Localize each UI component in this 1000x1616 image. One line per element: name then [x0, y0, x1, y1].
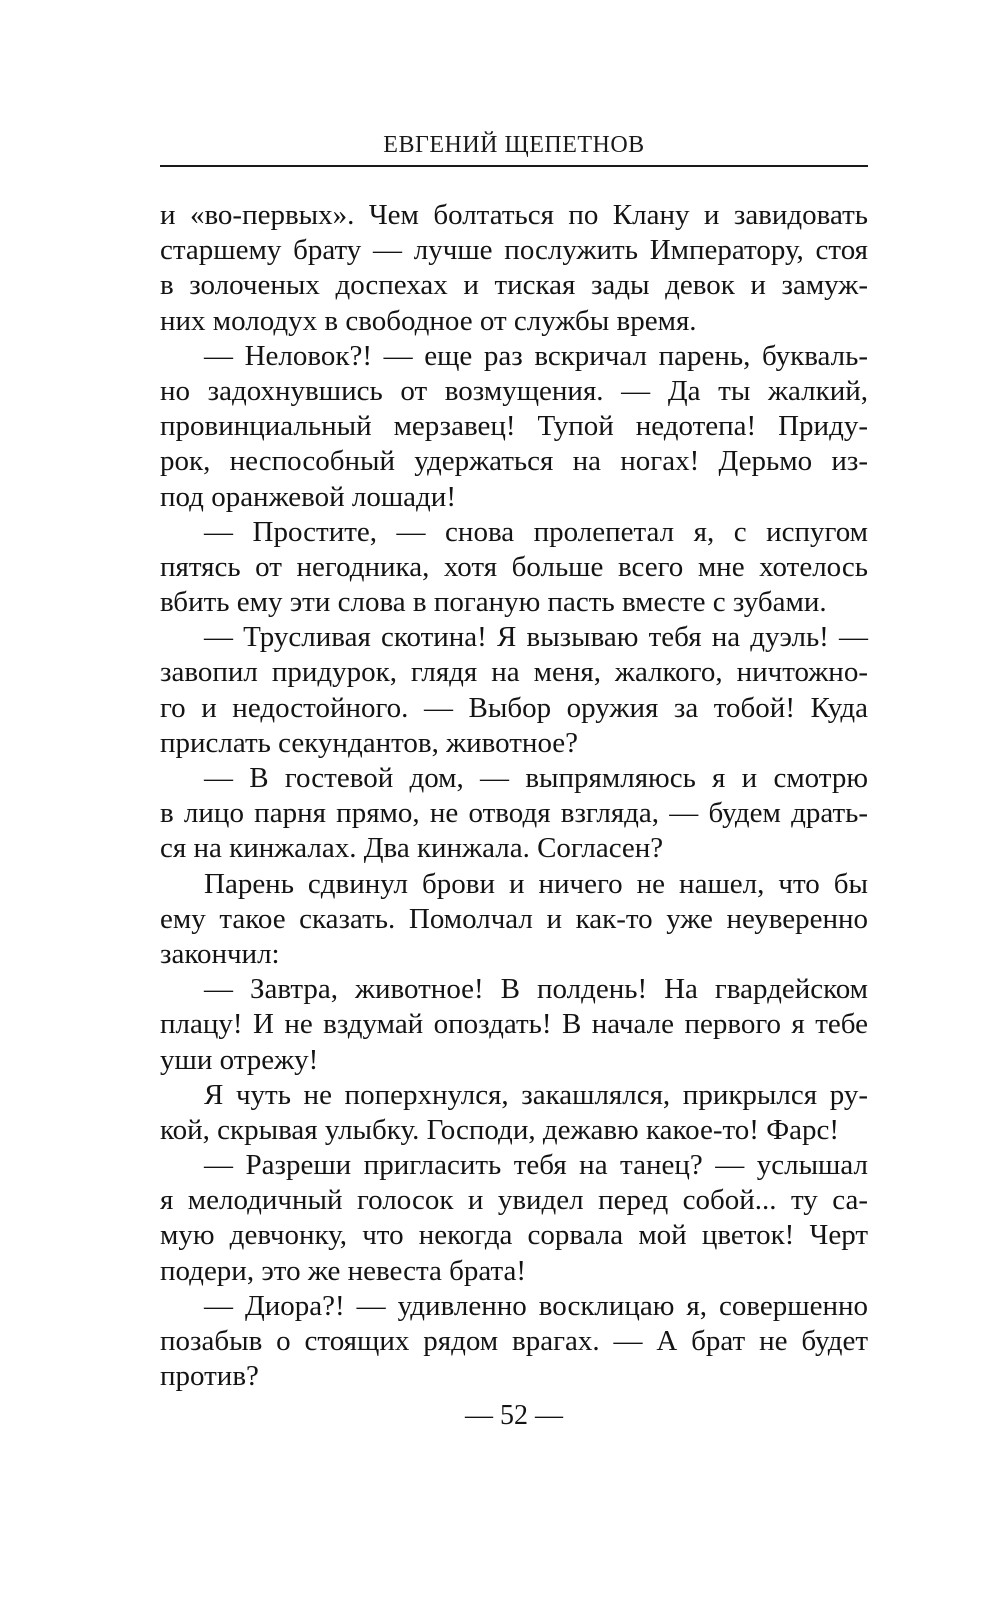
- text-line: [160, 1043, 868, 1078]
- text-line-content: закончил:: [160, 937, 280, 970]
- text-line: [160, 1218, 868, 1253]
- text-line-content: под оранжевой лошади!: [160, 480, 456, 513]
- text-line-content: провинциальный мерзавец! Тупой недотепа! Приду-: [160, 410, 868, 443]
- text-line-content: мую девчонку, что некогда сорвала мой цветок! Черт: [160, 1219, 868, 1252]
- text-line-content: но задохнувшись от возмущения. — Да ты жалкий,: [160, 374, 868, 407]
- text-line-content: Парень сдвинул брови и ничего не нашел, что бы: [204, 867, 868, 900]
- text-line-content: вбить ему эти слова в поганую пасть вместе с зубами.: [160, 586, 827, 619]
- text-line: [160, 620, 868, 655]
- text-line-content: прислать секундантов, животное?: [160, 726, 579, 759]
- text-line: [160, 937, 868, 972]
- text-line-content: них молодух в свободное от службы время.: [160, 304, 697, 337]
- text-line: [160, 1183, 868, 1218]
- text-line: [160, 1324, 868, 1359]
- text-line: [160, 304, 868, 339]
- text-line: [160, 1289, 868, 1324]
- text-line: [160, 1359, 868, 1394]
- text-line: [160, 374, 868, 409]
- text-line-content: пятясь от негодника, хотя больше всего мне хотелось: [160, 550, 868, 583]
- text-line: [160, 831, 868, 866]
- text-line-content: завопил придурок, глядя на меня, жалкого, ничтожно-: [160, 656, 868, 689]
- text-line: [160, 1007, 868, 1042]
- text-line: [160, 198, 868, 233]
- text-line: [160, 268, 868, 303]
- text-line: [160, 444, 868, 479]
- text-line: [160, 339, 868, 374]
- text-line: [160, 515, 868, 550]
- running-head-author: ЕВГЕНИЙ ЩЕПЕТНОВ: [383, 132, 645, 158]
- text-line: [160, 972, 868, 1007]
- text-line: [160, 1078, 868, 1113]
- text-line-content: рок, неспособный удержаться на ногах! Дерьмо из-: [160, 445, 868, 478]
- text-line-content: кой, скрывая улыбку. Господи, дежавю какое-то! Фарс!: [160, 1113, 840, 1146]
- text-line-content: против?: [160, 1360, 259, 1393]
- text-line: [160, 1113, 868, 1148]
- body-text: [160, 198, 868, 1394]
- text-line-content: в золоченых доспехах и тиская зады девок и замуж-: [160, 269, 868, 302]
- text-line: [160, 761, 868, 796]
- text-line-content: Я чуть не поперхнулся, закашлялся, прикрылся ру-: [204, 1078, 868, 1111]
- text-line: [160, 585, 868, 620]
- text-line-content: подери, это же невеста брата!: [160, 1254, 527, 1287]
- text-line-content: и «во-первых». Чем болтаться по Клану и завидовать: [160, 199, 868, 231]
- text-line-content: ся на кинжалах. Два кинжала. Согласен?: [160, 832, 664, 865]
- page-number: — 52 —: [465, 1400, 563, 1431]
- text-line-content: — Простите, — снова пролепетал я, с испугом: [204, 515, 868, 548]
- text-line: [160, 867, 868, 902]
- text-line-content: я мелодичный голосок и увидел перед собой... ту са-: [160, 1184, 868, 1217]
- text-line-content: — Диора?! — удивленно восклицаю я, совершенно: [204, 1289, 868, 1322]
- text-line-content: го и недостойного. — Выбор оружия за тобой! Куда: [160, 691, 868, 724]
- text-line-content: старшему брату — лучше послужить Императору, стоя: [160, 234, 868, 267]
- text-line: [160, 550, 868, 585]
- text-line: [160, 796, 868, 831]
- text-line-content: уши отрежу!: [160, 1043, 319, 1076]
- header-rule: [160, 165, 868, 167]
- text-line: [160, 233, 868, 268]
- text-line: [160, 726, 868, 761]
- text-line: [160, 1148, 868, 1183]
- text-line: [160, 480, 868, 515]
- text-line-content: — В гостевой дом, — выпрямляюсь я и смотрю: [204, 762, 868, 794]
- text-line-content: — Разреши пригласить тебя на танец? — услышал: [204, 1149, 868, 1182]
- text-line-content: ему такое сказать. Помолчал и как-то уже неуверенно: [160, 902, 868, 935]
- text-line: [160, 691, 868, 726]
- text-line: [160, 655, 868, 690]
- text-line-content: плацу! И не вздумай опоздать! В начале первого я тебе: [160, 1008, 868, 1041]
- text-line-content: — Завтра, животное! В полдень! На гвардейском: [204, 973, 868, 1006]
- text-line: [160, 1254, 868, 1289]
- text-line-content: — Неловок?! — еще раз вскричал парень, букваль-: [204, 339, 868, 372]
- text-line-content: позабыв о стоящих рядом врагах. — А брат не будет: [160, 1325, 868, 1357]
- text-line-content: в лицо парня прямо, не отводя взгляда, — будем драть-: [160, 797, 868, 830]
- text-line-content: — Трусливая скотина! Я вызываю тебя на дуэль! —: [204, 621, 868, 654]
- text-line: [160, 902, 868, 937]
- text-line: [160, 409, 868, 444]
